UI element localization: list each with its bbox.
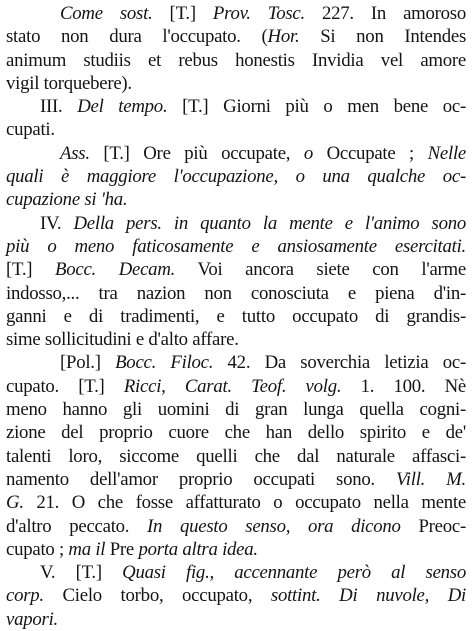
text-line — [6, 95, 466, 118]
italic-run: Nelle — [427, 142, 467, 164]
text-line — [6, 491, 466, 514]
roman-run: talenti loro, siccome quelli che dal naturale affasci- — [6, 445, 466, 467]
text-line — [6, 468, 466, 491]
roman-run: [T.] — [152, 3, 213, 24]
roman-run: zione del proprio cuore che han dello spirito e de' — [6, 422, 466, 444]
roman-run: IV. — [40, 212, 74, 234]
text-line — [6, 258, 466, 281]
roman-run: animum studiis et rebus honestis Invidia vel amore — [6, 49, 466, 71]
roman-run: [Pol.] — [60, 352, 116, 374]
italic-run: vapori. — [6, 608, 58, 630]
roman-run: sime sollicitudini e d'alto affare. — [6, 329, 239, 351]
italic-run: Ass. — [60, 142, 90, 164]
roman-run: vigil torquebere). — [6, 72, 132, 94]
roman-run: namento dell'amor proprio occupati sono. — [6, 468, 396, 490]
text-line — [6, 282, 466, 305]
text-line — [6, 608, 466, 631]
italic-run: corp. — [6, 585, 44, 607]
text-line — [6, 538, 466, 561]
roman-run: Si non Intendes — [299, 26, 467, 48]
roman-run: Occupate ; — [312, 142, 428, 164]
roman-run: 42. Da soverchia letizia oc- — [213, 352, 466, 374]
italic-run: o — [303, 142, 313, 164]
text-line — [6, 398, 466, 421]
text-line — [6, 212, 466, 235]
text-line — [6, 328, 466, 351]
roman-run: Cielo torbo, occupato, — [43, 585, 271, 607]
text-line — [6, 118, 466, 141]
text-line — [6, 235, 466, 258]
roman-run: 227. In amoroso — [304, 3, 466, 24]
text-line — [6, 72, 466, 95]
italic-run: Hor. — [267, 26, 300, 48]
text-line — [6, 25, 466, 48]
text-line — [6, 561, 466, 584]
roman-run: 1. 100. Nè — [341, 375, 466, 397]
text-line — [6, 375, 466, 398]
text-line — [6, 49, 466, 72]
text-line — [6, 445, 466, 468]
roman-run: indosso,... tra nazion non conosciuta e piena d'in- — [6, 282, 466, 304]
italic-run: Quasi fig., accennante però al senso — [122, 562, 466, 584]
roman-run: 21. O che fosse affatturato o occupato nella mente — [23, 492, 466, 514]
italic-run: Vill. M. — [395, 468, 466, 490]
roman-run: cupati. — [6, 119, 55, 141]
roman-run: [T.] — [6, 259, 55, 281]
text-line — [6, 515, 466, 538]
text-line — [6, 188, 466, 211]
italic-run: Ricci, Carat. Teof. volg. — [123, 375, 342, 397]
italic-run: G. — [6, 492, 24, 514]
text-line — [6, 351, 466, 374]
italic-run: Bocc. Filoc. — [115, 352, 214, 374]
text-line — [6, 305, 466, 328]
italic-run: Prov. Tosc. — [212, 3, 305, 24]
roman-run: [T.] Ore più occupate, — [89, 142, 304, 164]
roman-run: V. [T.] — [40, 562, 123, 584]
roman-run: ganni e di tradimenti, e tutto occupato di grandis- — [6, 305, 466, 327]
italic-run: Bocc. Decam. — [55, 259, 176, 281]
roman-run: Pre — [105, 538, 139, 560]
italic-run: ma il — [68, 538, 106, 560]
text-line — [6, 142, 466, 165]
roman-run: III. — [40, 96, 78, 118]
italic-run: quali è maggiore l'occupazione, o una qualche oc- — [6, 166, 466, 188]
roman-run: [T.] Giorni più o men bene oc- — [167, 96, 467, 118]
italic-run: Della pers. in quanto la mente e l'animo sono — [73, 212, 466, 234]
roman-run: stato non dura l'occupato. ( — [6, 26, 268, 48]
italic-run: sottint. Di nuvole, Di — [270, 585, 466, 607]
italic-run: cupazione si 'ha. — [6, 189, 128, 211]
text-line — [6, 584, 466, 607]
text-line — [6, 2, 466, 25]
italic-run: In questo senso, ora dicono — [147, 515, 401, 537]
italic-run: Del tempo. — [77, 96, 168, 118]
italic-run: Come sost. — [60, 3, 153, 24]
roman-run: cupato. [T.] — [6, 375, 124, 397]
roman-run: meno hanno gli uomini di gran lunga quella cogni- — [6, 399, 466, 421]
roman-run: Preoc- — [400, 515, 466, 537]
roman-run: cupato ; — [6, 538, 69, 560]
text-line — [6, 421, 466, 444]
roman-run: d'altro peccato. — [6, 515, 148, 537]
italic-run: più o meno faticosamente e ansiosamente esercitati. — [6, 235, 466, 257]
text-line — [6, 165, 466, 188]
roman-run: Voi ancora siete con l'arme — [175, 259, 466, 281]
italic-run: porta altra idea. — [138, 538, 258, 560]
